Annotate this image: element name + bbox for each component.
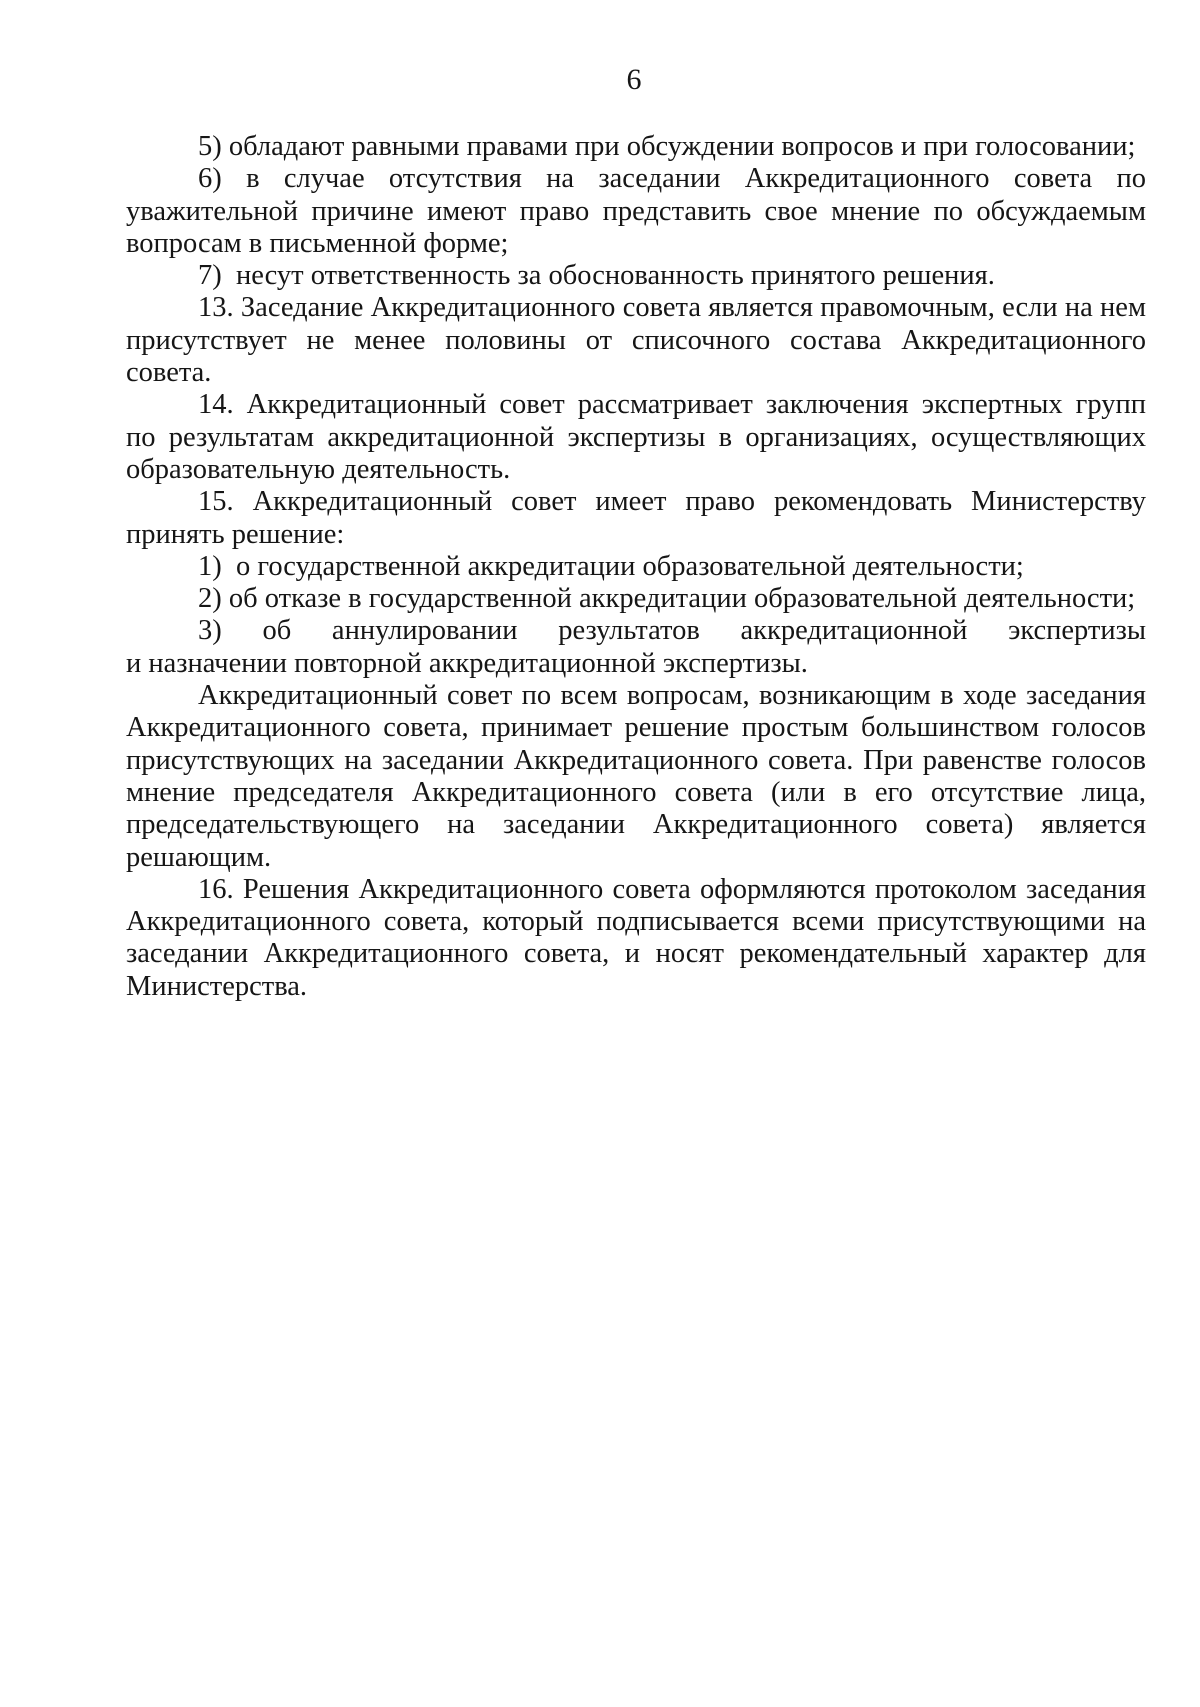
clause-15: 15. Аккредитационный совет имеет право рекомендовать Министерству принять решение: — [126, 486, 1146, 550]
list-item-1: 1) о государственной аккредитации образовательной деятельности; — [198, 550, 1024, 582]
document-body — [126, 131, 1146, 1003]
clause-16: 16. Решения Аккредитационного совета оформляются протоколом заседания Аккредитационного совета, который подписывается всеми присутствующими на заседании Аккредитационного совета, и носят рекомендательный характер для Министерства. — [126, 873, 1146, 1002]
list-item-5: 5) обладают равными правами при обсуждении вопросов и при голосовании; — [198, 131, 1136, 162]
list-item-6: 6) в случае отсутствия на заседании Аккредитационного совета по уважительной причине имеют право представить свое мнение по обсуждаемым вопросам в письменной форме; — [126, 163, 1146, 259]
clause-14: 14. Аккредитационный совет рассматривает заключения экспертных групп по результатам аккредитационной экспертизы в организациях, осуществляющих образовательную деятельность. — [126, 389, 1146, 485]
voting-paragraph: Аккредитационный совет по всем вопросам, возникающим в ходе заседания Аккредитационного совета, принимает решение простым большинством голосов присутствующих на заседании Аккредитационного совета. При равенстве голосов мнение председателя Аккредитационного совета (или в его отсутствие лица, председательствующего на заседании Аккредитационного совета) является решающим. — [126, 680, 1146, 873]
page-number: 6 — [626, 63, 642, 96]
clause-13: 13. Заседание Аккредитационного совета является правомочным, если на нем присутствует не менее половины от списочного состава Аккредитационного совета. — [126, 292, 1146, 389]
list-item-7: 7) несут ответственность за обоснованность принятого решения. — [198, 260, 995, 292]
list-item-3: 3) об аннулировании результатов аккредитационной экспертизы и назначении повторной аккредитационной экспертизы. — [126, 615, 1146, 679]
list-item-2: 2) об отказе в государственной аккредитации образовательной деятельности; — [198, 583, 1136, 615]
